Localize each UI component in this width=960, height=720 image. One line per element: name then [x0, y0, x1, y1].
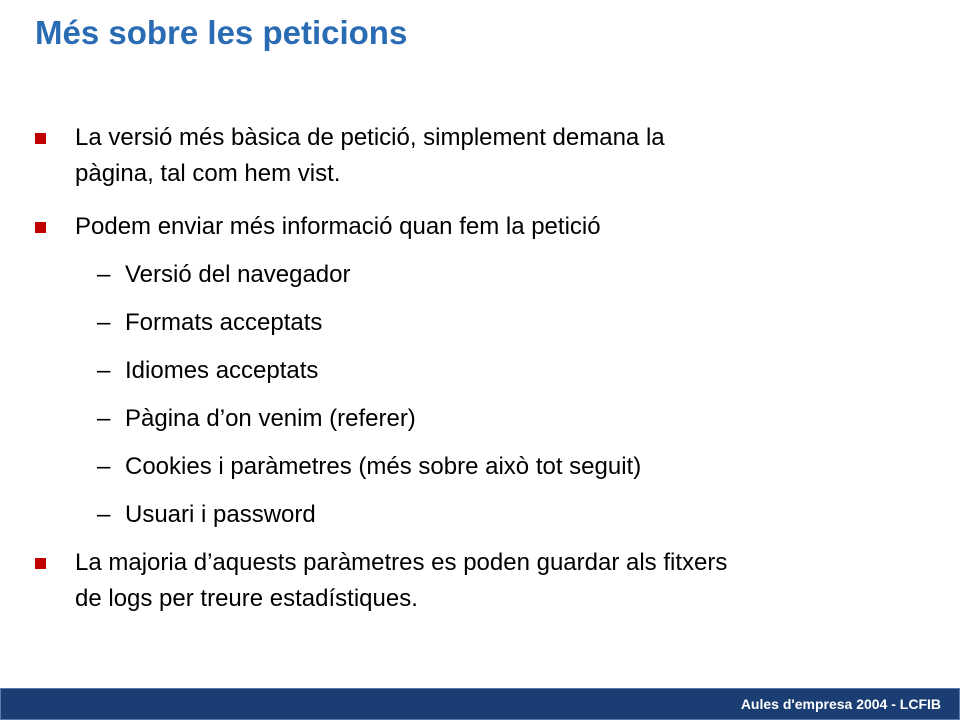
bullet-line: La majoria d’aquests paràmetres es poden guardar als fitxers [75, 549, 728, 576]
sub-item-6 [97, 497, 316, 533]
square-bullet-icon [35, 558, 46, 569]
sub-item-text: Cookies i paràmetres (més sobre això tot seguit) [125, 453, 642, 480]
sub-item-text: Versió del navegador [125, 261, 351, 288]
dash-marker: – [97, 501, 111, 528]
sub-item-text: Usuari i password [125, 501, 316, 528]
sub-item-1 [97, 257, 351, 293]
sub-item-text: Pàgina d’on venim (referer) [125, 405, 416, 432]
sub-item-2 [97, 305, 322, 341]
dash-marker: – [97, 309, 111, 336]
square-bullet-icon [35, 133, 46, 144]
dash-marker: – [97, 405, 111, 432]
footer-bar [0, 688, 960, 720]
square-bullet-icon [35, 222, 46, 233]
bullet-item-1 [75, 120, 665, 192]
bullet-line: Podem enviar més informació quan fem la petició [75, 213, 601, 240]
sub-item-3 [97, 353, 318, 389]
dash-marker: – [97, 357, 111, 384]
bullet-item-3 [75, 545, 727, 617]
sub-item-5 [97, 449, 641, 485]
bullet-item-2 [75, 209, 601, 245]
bullet-line: La versió més bàsica de petició, simplement demana la [75, 124, 665, 151]
sub-item-4 [97, 401, 416, 437]
dash-marker: – [97, 261, 111, 288]
bullet-line: pàgina, tal com hem vist. [75, 160, 341, 187]
bullet-line: de logs per treure estadístiques. [75, 585, 418, 612]
dash-marker: – [97, 453, 111, 480]
sub-item-text: Formats acceptats [125, 309, 323, 336]
footer-text: Aules d'empresa 2004 - LCFIB [740, 696, 941, 712]
sub-item-text: Idiomes acceptats [125, 357, 319, 384]
slide-title: Més sobre les peticions [35, 14, 408, 51]
